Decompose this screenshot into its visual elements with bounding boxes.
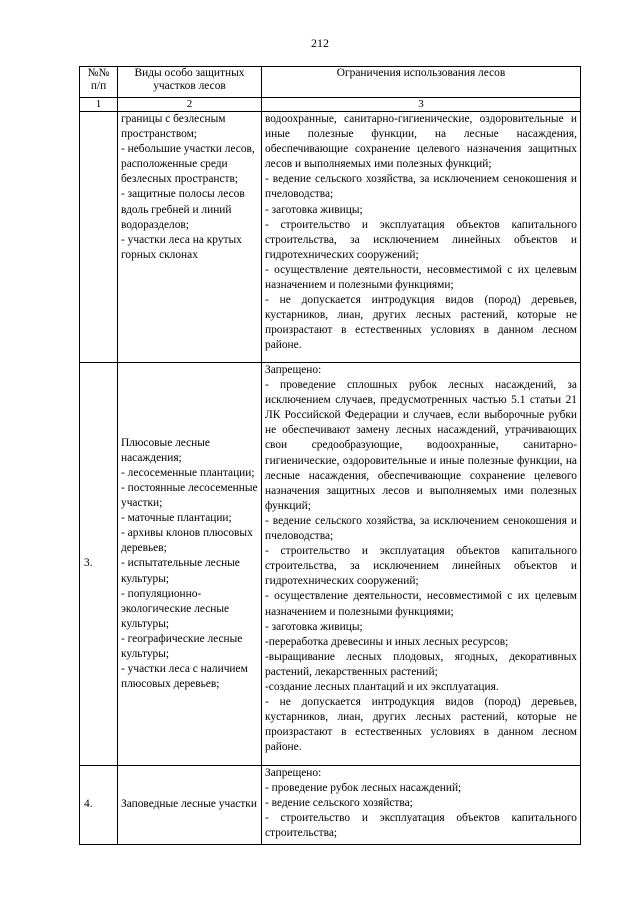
index-cell: 1 [80,98,118,112]
forest-kind-cell [118,112,262,363]
index-row [80,98,581,112]
restriction-line: -создание лесных плантаций и их эксплуатация. [265,680,499,693]
header-row [80,67,581,98]
forest-kind-line: Плюсовые лесные насаждения; [121,436,210,464]
restriction-line: - не допускается интродукция видов (пород) деревьев, кустарников, лиан, других лесных растений, которые не произрастают в естественных условиях в данном лесном районе. [265,696,577,754]
forest-kind-line: - участки леса с наличием плюсовых деревьев; [121,663,248,691]
restriction-line: - строительство и эксплуатация объектов капитального строительства, за исключением линейных объектов и гидротехнических сооружений; [265,545,577,588]
restriction-line: - строительство и эксплуатация объектов капитального строительства, за исключением линейных объектов и гидротехнических сооружений; [265,218,577,261]
forest-kind-line: - постоянные лесосеменные участки; [121,481,258,510]
restriction-line: - строительство и эксплуатация объектов капитального строительства; [265,812,577,840]
row-number: 4. [80,766,118,845]
restrictions-table [79,66,581,845]
restriction-line: - ведение сельского хозяйства, за исключением сенокошения и пчеловодства; [265,514,577,543]
header-forest-kind: Виды особо защитных участков лесов [118,67,262,98]
table-row [80,363,581,766]
restriction-line: -выращивание лесных плодовых, ягодных, декоративных растений, лекарственных растений; [265,650,577,678]
restriction-line: - не допускается интродукция видов (пород) деревьев, кустарников, лиан, других лесных растений, которые не произрастают в естественных условиях в данном лесном районе. [265,294,577,352]
restriction-line: - ведение сельского хозяйства, за исключением сенокошения и пчеловодства; [265,173,577,201]
forest-kind-line: - участки леса на крутых горных склонах [121,233,242,261]
restriction-line: - заготовка живицы; [265,203,363,216]
restriction-line: - ведение сельского хозяйства; [265,797,413,810]
forest-kind-cell [118,363,262,766]
restriction-line: -переработка древесины и иных лесных ресурсов; [265,635,509,648]
restriction-line: - заготовка живицы; [265,620,363,633]
table-row [80,112,581,363]
restriction-line: - осуществление деятельности, несовместимой с их целевым назначением и полезными функциями; [265,590,577,618]
restriction-line: Запрещено: [265,364,322,376]
forest-kind-line: Заповедные лесные участки [121,798,257,811]
forest-kind-line: - популяционно-экологические лесные культуры; [121,587,230,630]
restriction-line: - проведение сплошных рубок лесных насаждений, за исключением случаев, предусмотренных частью 5.1 статьи 21 ЛК Российской Федерации и случаев, если выборочные рубки не обеспечивают замену лесных насаждений, утрачивающих свои средообразующие, водоохранные, санитарно-гигиенические, оздоровительные и иные полезные функции, на лесные насаждения, обеспечивающие сохранение целевого назначения защитных лесов и выполняемых ими полезных функций; [265,379,577,512]
header-restrictions: Ограничения использования лесов [262,67,581,98]
index-cell: 2 [118,98,262,112]
restrictions-cell [262,363,581,766]
forest-kind-cell [118,766,262,845]
index-cell: 3 [262,98,581,112]
forest-kind-line: - лесосеменные плантации; [121,466,255,479]
forest-kind-line: - маточные плантации; [121,512,232,525]
restriction-line: - осуществление деятельности, несовместимой с их целевым назначением и полезными функциями; [265,263,577,292]
row-number: 3. [80,363,118,766]
restriction-line: водоохранные, санитарно-гигиенические, оздоровительные и иные полезные функции, на лесные насаждения, обеспечивающие сохранение целевого назначения защитных лесов и выполняемых ими полезных функций; [265,113,577,171]
restriction-line: - проведение рубок лесных насаждений; [265,782,462,795]
table-row [80,766,581,845]
forest-kind-line: - архивы клонов плюсовых деревьев; [121,527,253,555]
header-number: №№ п/п [80,67,118,98]
forest-kind-line: - географические лесные культуры; [121,632,243,661]
forest-kind-line: - испытательные лесные культуры; [121,557,240,585]
restrictions-cell [262,112,581,363]
page-number: 212 [311,36,329,50]
restrictions-cell [262,766,581,845]
forest-kind-line: границы с безлесным пространством; [121,113,226,141]
forest-kind-line: - защитные полосы лесов вдоль гребней и линий водоразделов; [121,188,245,231]
row-number [80,112,118,363]
forest-kind-line: - небольшие участки лесов, расположенные среди безлесных пространств; [121,143,255,186]
restriction-line: Запрещено: [265,767,322,779]
